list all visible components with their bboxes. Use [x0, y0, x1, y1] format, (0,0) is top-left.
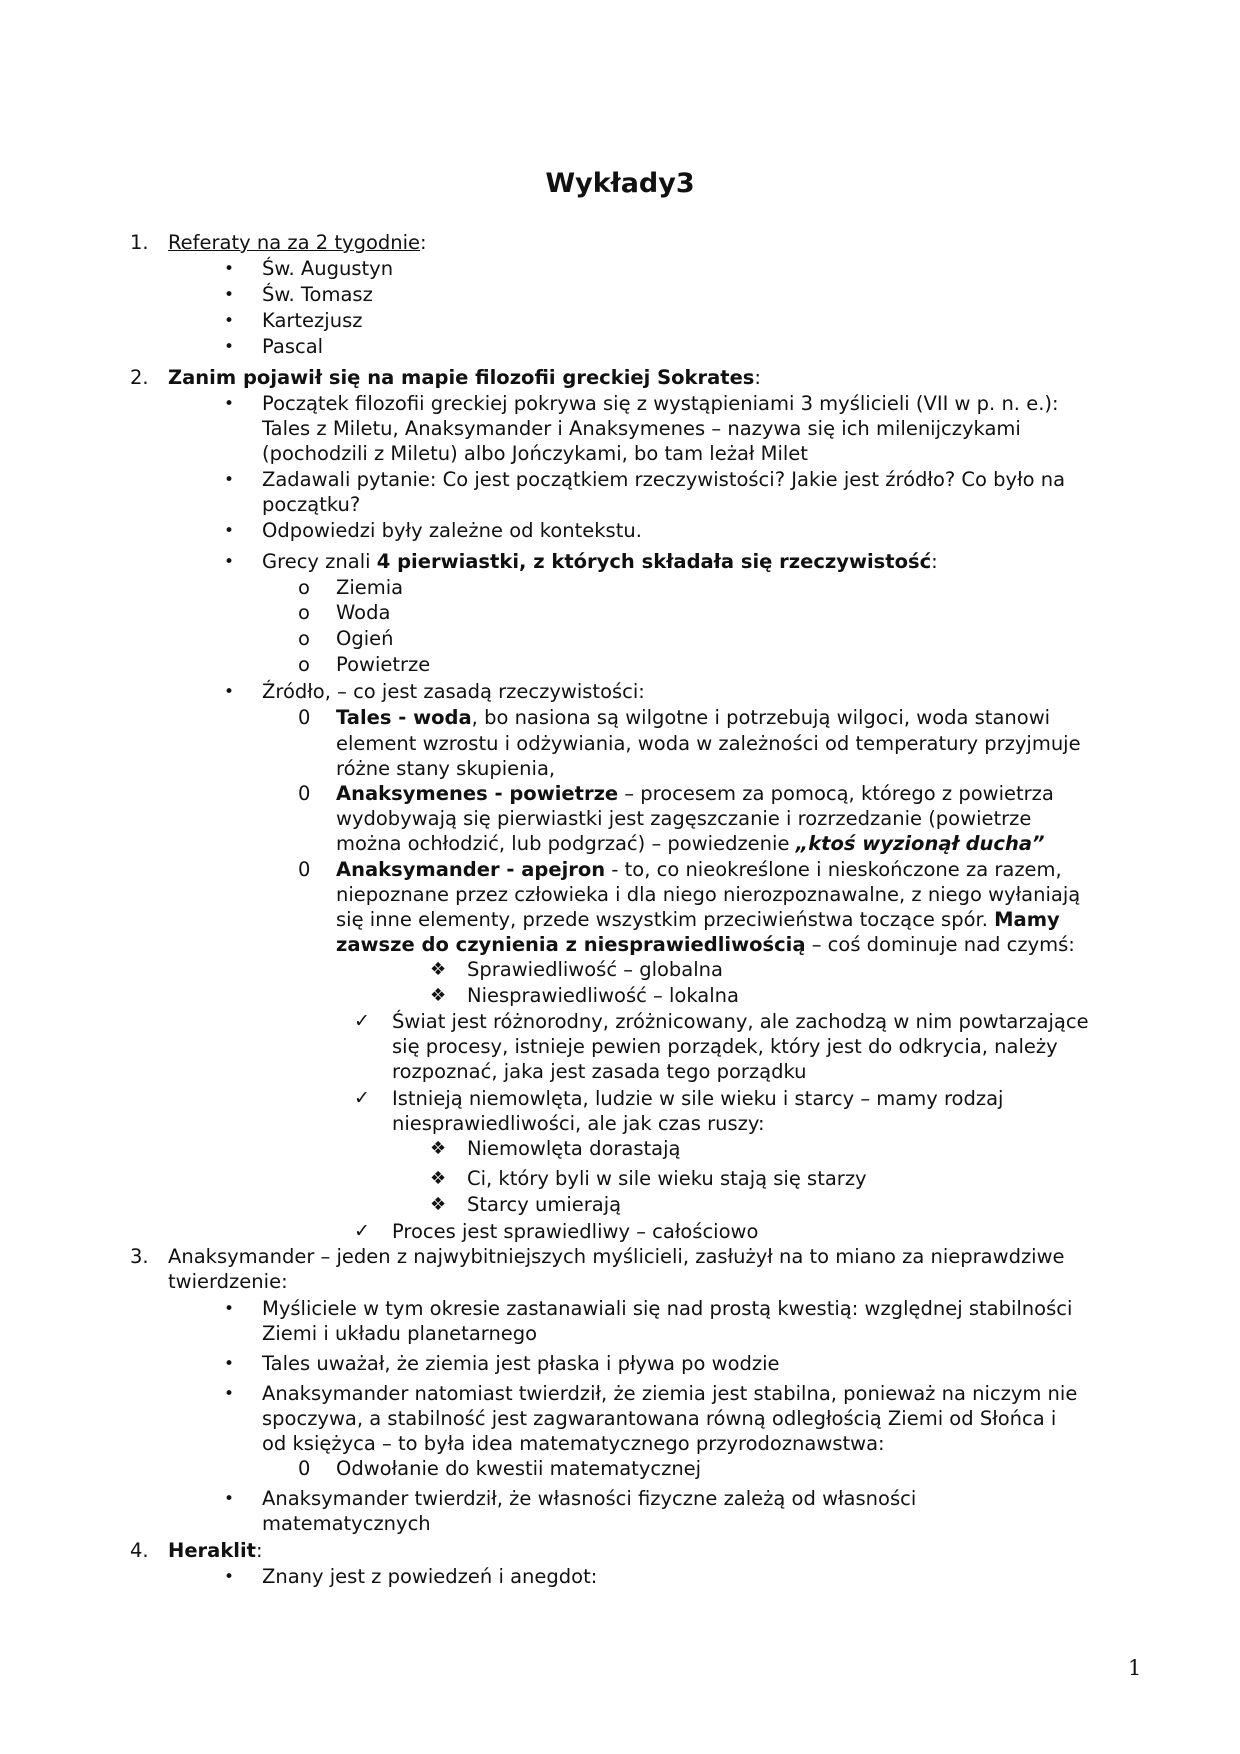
text-line: Tales uważał, że ziemia jest płaska i pływa po wodzie: [262, 1352, 780, 1375]
text-line: od księżyca – to była idea matematycznego przyrodoznawstwa:: [262, 1432, 885, 1455]
list-item: Odwołanie do kwestii matematycznej: [336, 1457, 702, 1480]
text-line: [336, 932, 1075, 957]
text-line: rozpoznać, jaka jest zasada tego porządku: [392, 1060, 807, 1083]
list-item: Starcy umierają: [467, 1193, 622, 1216]
text-line: twierdzenie:: [168, 1270, 288, 1293]
diamond-bullet-icon: ❖: [430, 1168, 447, 1189]
list-item: Św. Augustyn: [262, 257, 394, 280]
bullet-icon: •: [224, 470, 235, 490]
text-line: Ziemi i układu planetarnego: [262, 1322, 538, 1345]
circle-bullet-icon: o: [298, 627, 310, 650]
text-run: – coś dominuje nad czymś:: [805, 933, 1075, 956]
zero-bullet-icon: 0: [298, 858, 311, 881]
text-run: - to, co nieokreślone i nieskończone za razem,: [605, 858, 1062, 881]
text-line: wydobywają się pierwiastki jest zagęszczanie i rozrzedzanie (powietrze: [336, 807, 1032, 830]
text-run-bold: Anaksymander - apejron: [336, 858, 606, 881]
text-line: [336, 857, 1062, 882]
text-line: różne stany skupienia,: [336, 757, 556, 780]
text-line: spoczywa, a stabilność jest zagwarantowana równą odległością Ziemi od Słońca i: [262, 1407, 1057, 1430]
check-icon: ✓: [354, 1010, 370, 1032]
list-item: Ci, który byli w sile wieku stają się starzy: [467, 1167, 867, 1190]
list-item: Ziemia: [336, 576, 404, 599]
bullet-icon: •: [224, 521, 235, 541]
diamond-bullet-icon: ❖: [430, 985, 447, 1006]
text-line: Początek filozofii greckiej pokrywa się z wystąpieniami 3 myślicieli (VII w p. n. e.):: [262, 392, 1059, 415]
text-run-bold: zawsze do czynienia z niesprawiedliwością: [336, 933, 806, 956]
text-line: się procesy, istnieje pewien porządek, który jest do odkrycia, należy: [392, 1035, 1058, 1058]
list-item: Niemowlęta dorastają: [467, 1137, 681, 1160]
bullet-icon: •: [224, 394, 235, 414]
section-heading: [168, 230, 427, 255]
text-run: się inne elementy, przede wszystkim przeciwieństwa toczące spór.: [336, 908, 995, 931]
diamond-bullet-icon: ❖: [430, 959, 447, 980]
text-line: Anaksymander – jeden z najwybitniejszych myślicieli, zasłużył na to miano za nieprawdziwe: [168, 1245, 1065, 1268]
text-run-bold: 4 pierwiastki, z których składała się rzeczywistość: [376, 550, 932, 573]
diamond-bullet-icon: ❖: [430, 1138, 447, 1159]
circle-bullet-icon: o: [298, 653, 310, 676]
text-run: , bo nasiona są wilgotne i potrzebują wilgoci, woda stanowi: [471, 706, 1051, 729]
bullet-icon: •: [224, 1384, 235, 1404]
text-run: Grecy znali: [262, 550, 377, 573]
text-line: Źródło, – co jest zasadą rzeczywistości:: [262, 680, 645, 703]
section-number: 4.: [130, 1539, 149, 1562]
heading-colon: :: [754, 366, 761, 389]
bullet-icon: •: [224, 1489, 235, 1509]
circle-bullet-icon: o: [298, 576, 310, 599]
bullet-icon: •: [224, 285, 235, 305]
text-run: można ochłodzić, lub podgrzać) – powiedzenie: [336, 832, 796, 855]
text-run: :: [931, 550, 938, 573]
bullet-icon: •: [224, 1567, 235, 1587]
heading-text: Referaty na za 2 tygodnie: [168, 231, 421, 254]
bullet-icon: •: [224, 311, 235, 331]
list-item: Niesprawiedliwość – lokalna: [467, 984, 739, 1007]
bullet-icon: •: [224, 682, 235, 702]
list-item: Kartezjusz: [262, 309, 363, 332]
text-line: [336, 907, 1060, 932]
text-line: Istnieją niemowlęta, ludzie w sile wieku i starcy – mamy rodzaj: [392, 1087, 1004, 1110]
heading-colon: :: [255, 1539, 263, 1562]
text-line: Tales z Miletu, Anaksymander i Anaksymenes – nazywa się ich milenijczykami: [262, 417, 1021, 440]
text-line: element wzrostu i odżywiania, woda w zależności od temperatury przyjmuje: [336, 732, 1081, 755]
text-run-bold: Mamy: [994, 908, 1060, 931]
bullet-icon: •: [224, 1299, 235, 1319]
list-item: Pascal: [262, 335, 324, 358]
check-icon: ✓: [354, 1087, 370, 1109]
bullet-icon: •: [224, 259, 235, 279]
text-line: matematycznych: [262, 1512, 431, 1535]
text-run-bold: Anaksymenes - powietrze: [336, 782, 619, 805]
heading-colon: :: [420, 231, 427, 254]
section-heading: [168, 1538, 263, 1563]
text-line: Myśliciele w tym okresie zastanawiali się nad prostą kwestią: względnej stabilności: [262, 1297, 1073, 1320]
zero-bullet-icon: 0: [298, 706, 311, 729]
text-line: [336, 705, 1050, 730]
page-title: Wykłady3: [545, 168, 695, 199]
list-item: Woda: [336, 601, 391, 624]
check-icon: ✓: [354, 1220, 370, 1242]
text-line: Anaksymander twierdził, że własności fizyczne zależą od własności: [262, 1487, 917, 1510]
section-number: 2.: [130, 366, 149, 389]
diamond-bullet-icon: ❖: [430, 1194, 447, 1215]
zero-bullet-icon: 0: [298, 1457, 311, 1480]
text-line: [336, 831, 1045, 856]
text-run-bold-italic: „ktoś wyzionął ducha”: [795, 832, 1045, 855]
list-item: Sprawiedliwość – globalna: [467, 958, 723, 981]
text-line: Anaksymander natomiast twierdził, że ziemia jest stabilna, ponieważ na niczym nie: [262, 1382, 1078, 1405]
bullet-icon: •: [224, 337, 235, 357]
text-line: niepoznane przez człowieka i dla niego nierozpoznawalne, z niego wyłaniają: [336, 883, 1081, 906]
text-run: – procesem za pomocą, którego z powietrza: [618, 782, 1054, 805]
page-number: 1: [1128, 1656, 1142, 1680]
section-number: 1.: [130, 231, 149, 254]
text-line: Odpowiedzi były zależne od kontekstu.: [262, 519, 642, 542]
text-line: [262, 549, 938, 574]
text-line: Świat jest różnorodny, zróżnicowany, ale zachodzą w nim powtarzające: [392, 1010, 1089, 1033]
list-item: Ogień: [336, 627, 394, 650]
heading-text: Heraklit: [168, 1539, 256, 1562]
text-line: Proces jest sprawiedliwy – całościowo: [392, 1220, 759, 1243]
text-line: początku?: [262, 493, 361, 516]
text-line: Znany jest z powiedzeń i anegdot:: [262, 1565, 598, 1588]
bullet-icon: •: [224, 552, 235, 572]
section-heading: [168, 365, 761, 390]
heading-text: Zanim pojawił się na mapie filozofii greckiej Sokrates: [168, 366, 755, 389]
section-number: 3.: [130, 1245, 149, 1268]
text-line: [336, 781, 1054, 806]
text-line: niesprawiedliwości, ale jak czas ruszy:: [392, 1112, 765, 1135]
bullet-icon: •: [224, 1354, 235, 1374]
list-item: Powietrze: [336, 653, 431, 676]
text-line: Zadawali pytanie: Co jest początkiem rzeczywistości? Jakie jest źródło? Co było na: [262, 468, 1066, 491]
list-item: Św. Tomasz: [262, 283, 373, 306]
text-run-bold: Tales - woda: [336, 706, 472, 729]
zero-bullet-icon: 0: [298, 782, 311, 805]
circle-bullet-icon: o: [298, 601, 310, 624]
text-line: (pochodzili z Miletu) albo Jończykami, bo tam leżał Milet: [262, 442, 808, 465]
